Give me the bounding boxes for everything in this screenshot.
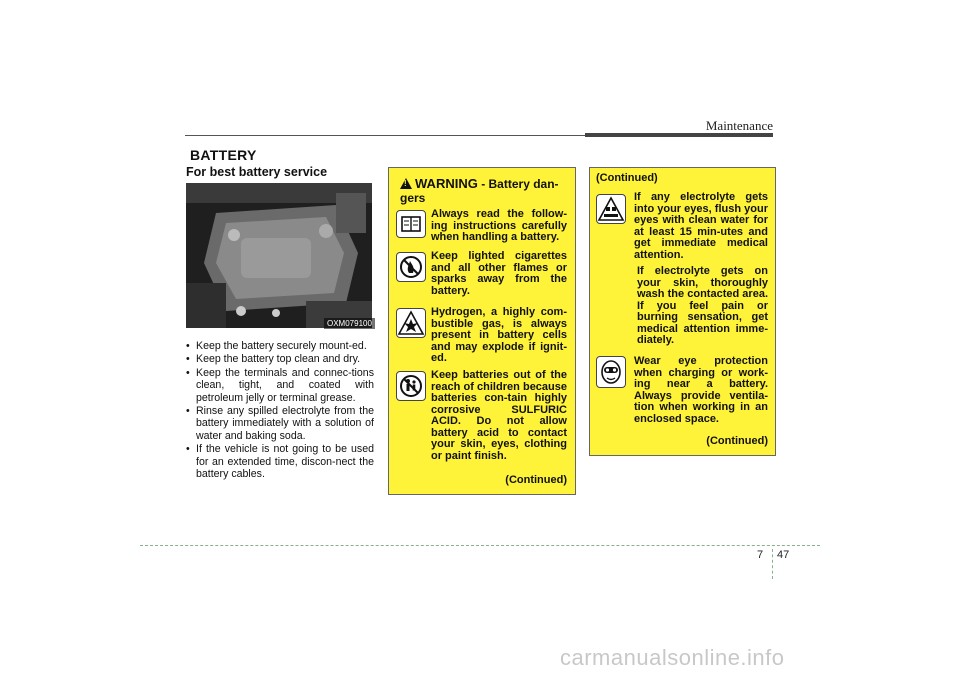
no-flame-icon bbox=[396, 252, 426, 282]
footer-separator bbox=[772, 549, 773, 579]
warning-item-eyes: If any electrolyte gets into your eyes, flush your eyes with clean water for at least 15 min-utes and get immediate medical attention. bbox=[634, 191, 768, 261]
warning-item-read: Always read the follow-ing instructions carefully when handling a battery. bbox=[431, 208, 567, 243]
page-subtitle: For best battery service bbox=[186, 165, 328, 179]
chapter-number: 7 bbox=[757, 549, 764, 561]
warning-triangle-icon bbox=[400, 178, 412, 189]
warning-label: WARNING bbox=[415, 176, 478, 191]
page-title: BATTERY bbox=[190, 147, 257, 163]
warning-item-children: Keep batteries out of the reach of children because batteries con-tain highly corrosive SULFURIC ACID. Do not allow battery acid to contact your skin, eyes, clothing or paint finish. bbox=[431, 369, 567, 462]
warning-item-flames: Keep lighted cigarettes and all other flames or sparks away from the battery. bbox=[431, 250, 567, 297]
photo-code: OXM079100 bbox=[324, 318, 375, 329]
battery-photo bbox=[186, 183, 372, 328]
battery-tips-list bbox=[186, 340, 374, 481]
list-item: • Keep the battery securely mount-ed. bbox=[186, 340, 374, 352]
list-item: • Keep the battery top clean and dry. bbox=[186, 353, 374, 365]
goggles-icon bbox=[596, 356, 626, 388]
list-item: • Rinse any spilled electrolyte from the battery immediately with a solution of water and baking soda. bbox=[186, 405, 374, 442]
explosion-icon bbox=[396, 308, 426, 338]
list-item: • Keep the terminals and connec-tions clean, tight, and coated with petroleum jelly or terminal grease. bbox=[186, 367, 374, 404]
header-accent-bar bbox=[585, 133, 773, 137]
list-item: • If the vehicle is not going to be used for an extended time, discon-nect the battery cables. bbox=[186, 443, 374, 480]
continued-bottom-label: (Continued) bbox=[706, 435, 768, 447]
warning-title: - Battery dan-gers bbox=[400, 177, 559, 205]
warning-item-hydrogen: Hydrogen, a highly com-bustible gas, is always present in battery cells and may explode if ignit-ed. bbox=[431, 306, 567, 364]
page-number: 47 bbox=[777, 549, 790, 561]
watermark: carmanualsonline.info bbox=[560, 645, 785, 670]
warning-item-skin: If electrolyte gets on your skin, thoroughly wash the contacted area. If you feel pain or burning sensation, get medical attention imme-diately. bbox=[637, 265, 768, 346]
corrosive-icon bbox=[596, 194, 626, 224]
no-children-icon bbox=[396, 371, 426, 401]
continued-label: (Continued) bbox=[505, 474, 567, 486]
warning-item-protection: Wear eye protection when charging or work-ing near a battery. Always provide ventila-tion when working in an enclosed space. bbox=[634, 355, 768, 425]
continued-top-label: (Continued) bbox=[596, 172, 658, 184]
warning-heading bbox=[394, 176, 570, 205]
header-section-title: Maintenance bbox=[705, 118, 773, 133]
footer-rule bbox=[140, 545, 820, 546]
book-icon bbox=[396, 210, 426, 238]
